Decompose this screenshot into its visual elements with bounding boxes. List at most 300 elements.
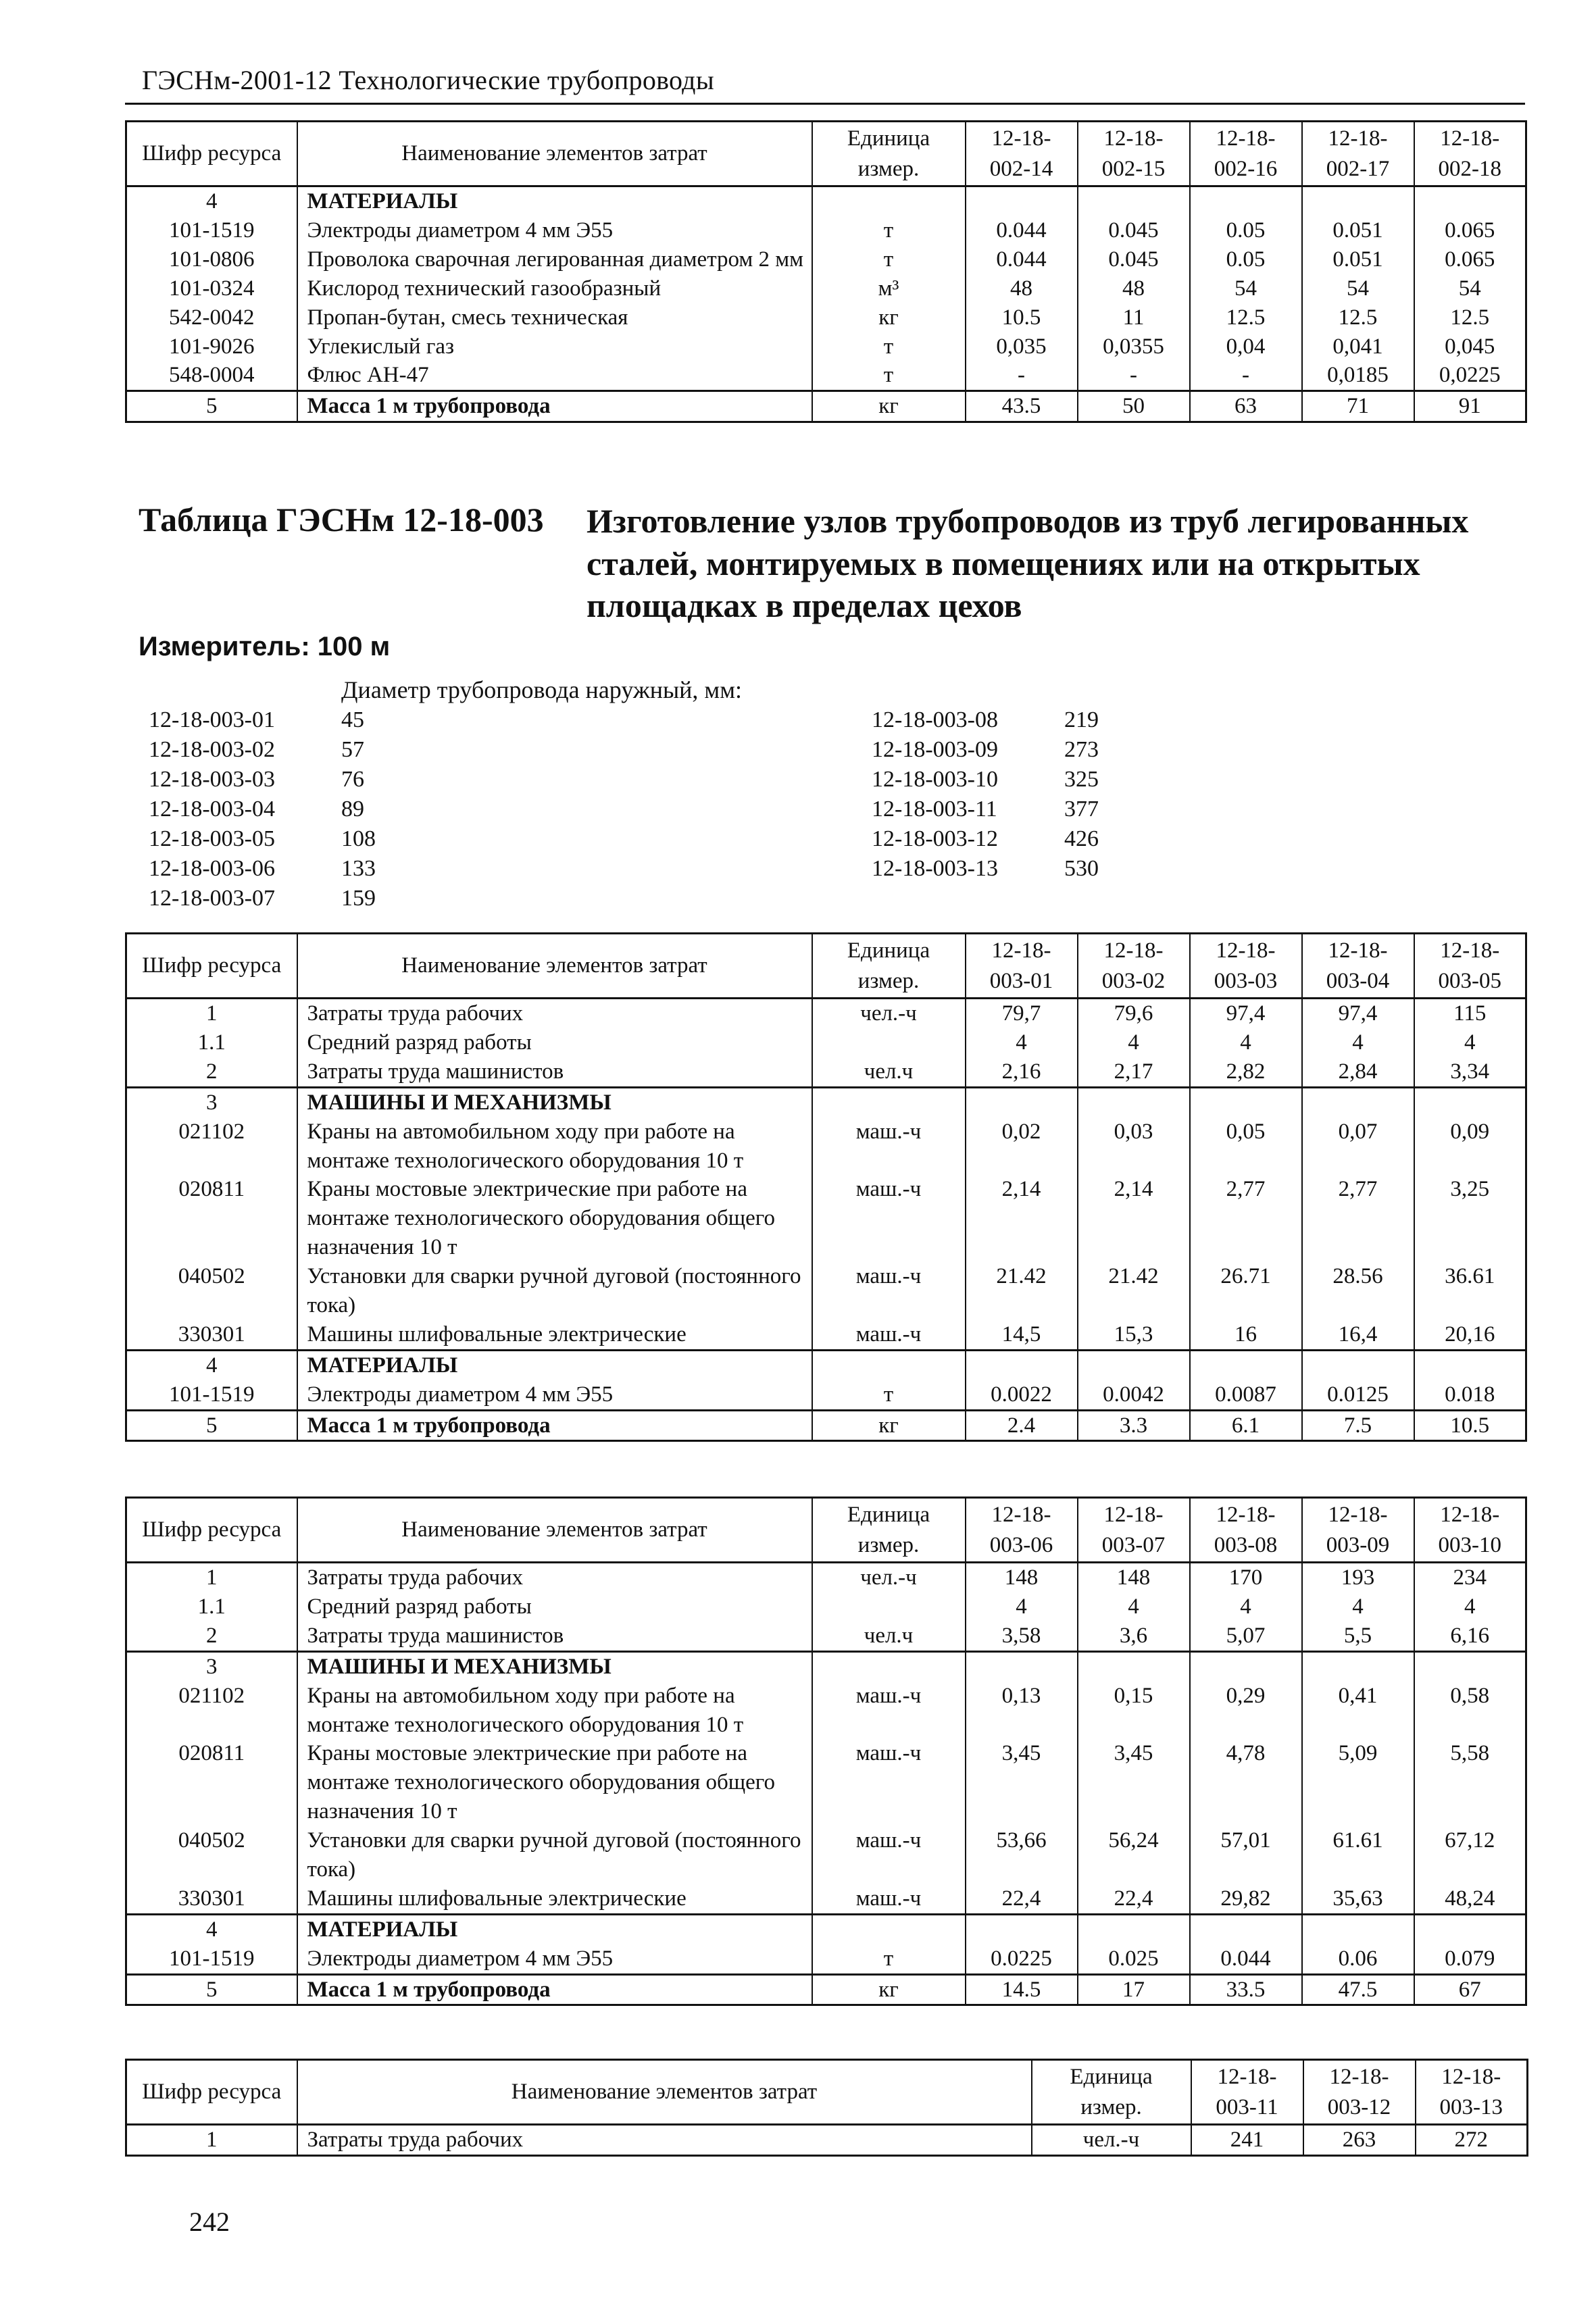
col-header-code: Шифр ресурса <box>126 934 297 999</box>
table-row <box>126 1117 1526 1176</box>
cell-code: 330301 <box>126 1884 297 1914</box>
cell-value: 28.56 <box>1302 1262 1414 1320</box>
col-header-norm: 12-18-003-07 <box>1078 1498 1190 1563</box>
cell-value: 36.61 <box>1414 1262 1526 1320</box>
cell-value: 91 <box>1414 391 1526 422</box>
cell-value: 115 <box>1414 999 1526 1028</box>
table-row <box>126 1884 1526 1914</box>
cell-value: 3,58 <box>966 1621 1078 1651</box>
cell-value: 14,5 <box>966 1320 1078 1350</box>
diameter-row <box>149 854 622 884</box>
cell-value: 5,5 <box>1302 1621 1414 1651</box>
table-row <box>126 1320 1526 1350</box>
cell-value: 67 <box>1414 1974 1526 2005</box>
cell-value: 20,16 <box>1414 1320 1526 1350</box>
cell-value: 4,78 <box>1190 1739 1302 1826</box>
cell-code: 1 <box>126 2125 297 2156</box>
cell-value: 53,66 <box>966 1826 1078 1884</box>
cell-value: 4 <box>1302 1028 1414 1057</box>
cell-value <box>1078 186 1190 216</box>
cell-value: 17 <box>1078 1974 1190 2005</box>
cell-value <box>966 1087 1078 1117</box>
cell-value: 29,82 <box>1190 1884 1302 1914</box>
cell-code: 1 <box>126 1563 297 1592</box>
cell-value: 10.5 <box>966 303 1078 332</box>
cell-value: 0,58 <box>1414 1682 1526 1740</box>
cell-code: 3 <box>126 1087 297 1117</box>
cell-value: 0,07 <box>1302 1117 1414 1176</box>
cell-value: 0,035 <box>966 332 1078 361</box>
cell-value: 0,02 <box>966 1117 1078 1176</box>
cell-value: 0,045 <box>1414 332 1526 361</box>
cell-unit <box>812 1914 966 1944</box>
cell-code: 020811 <box>126 1739 297 1826</box>
cell-value: 2,16 <box>966 1057 1078 1087</box>
cell-value: 193 <box>1302 1563 1414 1592</box>
cell-value: 170 <box>1190 1563 1302 1592</box>
cell-value: 21.42 <box>1078 1262 1190 1320</box>
cell-value: 2,14 <box>966 1175 1078 1262</box>
cell-value: 0,0185 <box>1302 361 1414 391</box>
col-header-unit: Единица измер. <box>812 934 966 999</box>
table-title: Изготовление узлов трубопроводов из труб легированных сталей, монтируемых в помещениях или на открытых площадках в пределах цехов <box>587 502 1469 624</box>
cell-name: Углекислый газ <box>297 332 812 361</box>
cell-value: 3,6 <box>1078 1621 1190 1651</box>
table-row <box>126 332 1526 361</box>
cell-value: 0.065 <box>1414 216 1526 245</box>
cell-value <box>1414 186 1526 216</box>
diameter-value: 273 <box>1064 737 1099 762</box>
col-header-norm: 12-18-003-10 <box>1414 1498 1526 1563</box>
col-header-norm: 12-18-003-13 <box>1416 2060 1528 2125</box>
cell-value: 56,24 <box>1078 1826 1190 1884</box>
table-row <box>126 2125 1528 2156</box>
cell-value: 0,0225 <box>1414 361 1526 391</box>
cell-name: Пропан-бутан, смесь техническая <box>297 303 812 332</box>
col-header-norm: 12-18-003-09 <box>1302 1498 1414 1563</box>
table-row <box>126 1410 1526 1441</box>
col-header-name: Наименование элементов затрат <box>297 122 812 186</box>
cell-value: 2.4 <box>966 1410 1078 1441</box>
cell-value: 4 <box>966 1592 1078 1621</box>
cell-value: 0.0042 <box>1078 1380 1190 1410</box>
cell-code: 542-0042 <box>126 303 297 332</box>
cell-value: 4 <box>1190 1592 1302 1621</box>
table-row <box>126 274 1526 303</box>
cell-name: МАТЕРИАЛЫ <box>297 1350 812 1380</box>
diameter-value: 530 <box>1064 856 1099 881</box>
cell-code: 101-1519 <box>126 1944 297 1974</box>
cell-value: 16 <box>1190 1320 1302 1350</box>
diameter-heading: Диаметр трубопровода наружный, мм: <box>341 676 742 703</box>
cell-code: 548-0004 <box>126 361 297 391</box>
cell-value: 14.5 <box>966 1974 1078 2005</box>
diameter-code: 12-18-003-05 <box>149 826 275 851</box>
cell-value: 0.0087 <box>1190 1380 1302 1410</box>
cell-unit <box>812 186 966 216</box>
diameter-code: 12-18-003-11 <box>872 797 997 822</box>
cell-value: 6,16 <box>1414 1621 1526 1651</box>
table-row <box>126 999 1526 1028</box>
cell-value: 2,14 <box>1078 1175 1190 1262</box>
cell-value: 0,15 <box>1078 1682 1190 1740</box>
cell-name: Краны мостовые электрические при работе на монтаже технологического оборудования общего назначения 10 т <box>297 1175 812 1262</box>
col-header-norm: 12-18-003-02 <box>1078 934 1190 999</box>
table-row <box>126 1563 1526 1592</box>
cell-value: 5,07 <box>1190 1621 1302 1651</box>
cell-value: 54 <box>1190 274 1302 303</box>
diameter-value: 325 <box>1064 767 1099 792</box>
table-row <box>126 1028 1526 1057</box>
cell-value: 2,84 <box>1302 1057 1414 1087</box>
cell-value: 0.044 <box>1190 1944 1302 1974</box>
table-row <box>126 1651 1526 1681</box>
cell-value: 3.3 <box>1078 1410 1190 1441</box>
cell-value <box>966 1350 1078 1380</box>
cell-value: 35,63 <box>1302 1884 1414 1914</box>
table-row <box>126 1944 1526 1974</box>
cell-value: 10.5 <box>1414 1410 1526 1441</box>
cell-value: 0,041 <box>1302 332 1414 361</box>
cell-value: 47.5 <box>1302 1974 1414 2005</box>
cell-name: Затраты труда рабочих <box>297 2125 1032 2156</box>
cell-value: 5,58 <box>1414 1739 1526 1826</box>
cell-name: Машины шлифовальные электрические <box>297 1320 812 1350</box>
cell-code: 021102 <box>126 1682 297 1740</box>
cell-value: 234 <box>1414 1563 1526 1592</box>
cell-value: 263 <box>1303 2125 1416 2156</box>
table-row <box>126 1262 1526 1320</box>
col-header-unit: Единица измер. <box>812 122 966 186</box>
diameter-row <box>872 795 1345 824</box>
table-top <box>125 120 1527 423</box>
cell-value: 3,45 <box>1078 1739 1190 1826</box>
cell-value: 0,05 <box>1190 1117 1302 1176</box>
diameter-row <box>872 824 1345 854</box>
table-row <box>126 1739 1526 1826</box>
cell-value: 0.045 <box>1078 216 1190 245</box>
cell-value <box>1078 1651 1190 1681</box>
diameter-value: 219 <box>1064 707 1099 732</box>
col-header-norm: 12-18-003-01 <box>966 934 1078 999</box>
cell-unit: чел.-ч <box>812 999 966 1028</box>
cell-unit: т <box>812 245 966 274</box>
table-row <box>126 1826 1526 1884</box>
cell-unit <box>812 1651 966 1681</box>
cell-name: МАШИНЫ И МЕХАНИЗМЫ <box>297 1651 812 1681</box>
cell-value: 0,13 <box>966 1682 1078 1740</box>
diameter-code: 12-18-003-03 <box>149 767 275 792</box>
col-header-code: Шифр ресурса <box>126 2060 297 2125</box>
cell-value: 50 <box>1078 391 1190 422</box>
cell-code: 5 <box>126 1974 297 2005</box>
diameter-value: 108 <box>341 826 376 851</box>
cell-name: Краны на автомобильном ходу при работе на монтаже технологического оборудования 10 т <box>297 1117 812 1176</box>
cell-value: 0.0225 <box>966 1944 1078 1974</box>
cell-code: 1 <box>126 999 297 1028</box>
cell-value: 22,4 <box>966 1884 1078 1914</box>
cell-name: Краны на автомобильном ходу при работе на монтаже технологического оборудования 10 т <box>297 1682 812 1740</box>
cell-value: - <box>1078 361 1190 391</box>
cell-value: 11 <box>1078 303 1190 332</box>
table-row <box>126 1380 1526 1410</box>
cell-code: 101-9026 <box>126 332 297 361</box>
cell-value <box>1414 1087 1526 1117</box>
cell-unit: маш.-ч <box>812 1826 966 1884</box>
col-header-norm: 12-18-002-16 <box>1190 122 1302 186</box>
cell-code: 4 <box>126 1914 297 1944</box>
cell-unit <box>812 1087 966 1117</box>
col-header-norm: 12-18-002-17 <box>1302 122 1414 186</box>
diameter-value: 159 <box>341 886 376 911</box>
cell-value: 148 <box>1078 1563 1190 1592</box>
cell-unit: кг <box>812 1974 966 2005</box>
cell-name: МАТЕРИАЛЫ <box>297 1914 812 1944</box>
col-header-norm: 12-18-002-18 <box>1414 122 1526 186</box>
cell-value <box>1302 1350 1414 1380</box>
cell-unit <box>812 1592 966 1621</box>
col-header-norm: 12-18-002-14 <box>966 122 1078 186</box>
cell-value <box>1078 1087 1190 1117</box>
diameter-row <box>872 735 1345 765</box>
cell-value: 272 <box>1416 2125 1528 2156</box>
cell-value: 0.018 <box>1414 1380 1526 1410</box>
col-header-name: Наименование элементов затрат <box>297 934 812 999</box>
cell-value: 3,45 <box>966 1739 1078 1826</box>
cell-code: 330301 <box>126 1320 297 1350</box>
diameter-row <box>149 765 622 795</box>
cell-name: Затраты труда машинистов <box>297 1621 812 1651</box>
cell-value: 12.5 <box>1302 303 1414 332</box>
diameter-code: 12-18-003-02 <box>149 737 275 762</box>
cell-value: 7.5 <box>1302 1410 1414 1441</box>
cell-value: 22,4 <box>1078 1884 1190 1914</box>
cell-name: Электроды диаметром 4 мм Э55 <box>297 216 812 245</box>
cell-value: 48,24 <box>1414 1884 1526 1914</box>
cell-value: 54 <box>1302 274 1414 303</box>
cell-name: Средний разряд работы <box>297 1592 812 1621</box>
cell-unit: т <box>812 1380 966 1410</box>
cell-unit: маш.-ч <box>812 1682 966 1740</box>
cell-value <box>1190 1350 1302 1380</box>
col-header-norm: 12-18-003-11 <box>1191 2060 1303 2125</box>
cell-value: 63 <box>1190 391 1302 422</box>
cell-value: 21.42 <box>966 1262 1078 1320</box>
cell-code: 2 <box>126 1621 297 1651</box>
col-header-norm: 12-18-003-06 <box>966 1498 1078 1563</box>
diameter-list-right <box>872 705 1345 884</box>
cell-value: 61.61 <box>1302 1826 1414 1884</box>
cell-value: 5,09 <box>1302 1739 1414 1826</box>
cell-value: 0,04 <box>1190 332 1302 361</box>
table-row <box>126 1682 1526 1740</box>
cell-name: Электроды диаметром 4 мм Э55 <box>297 1380 812 1410</box>
cell-unit: кг <box>812 1410 966 1441</box>
col-header-name: Наименование элементов затрат <box>297 2060 1032 2125</box>
cell-name: Затраты труда машинистов <box>297 1057 812 1087</box>
diameter-row <box>149 795 622 824</box>
cell-value: 241 <box>1191 2125 1303 2156</box>
cell-value: 97,4 <box>1302 999 1414 1028</box>
cell-unit: маш.-ч <box>812 1739 966 1826</box>
diameter-value: 426 <box>1064 826 1099 851</box>
diameter-value: 76 <box>341 767 364 792</box>
cell-value: 0.044 <box>966 245 1078 274</box>
table-row <box>126 1087 1526 1117</box>
diameter-row <box>872 854 1345 884</box>
cell-name: МАТЕРИАЛЫ <box>297 186 812 216</box>
cell-value: 12.5 <box>1414 303 1526 332</box>
table-number: Таблица ГЭСНм 12-18-003 <box>139 501 544 538</box>
cell-value: 79,7 <box>966 999 1078 1028</box>
col-header-norm: 12-18-003-04 <box>1302 934 1414 999</box>
table-c <box>125 2059 1528 2157</box>
cell-value <box>966 186 1078 216</box>
cell-unit: чел.ч <box>812 1621 966 1651</box>
col-header-norm: 12-18-003-08 <box>1190 1498 1302 1563</box>
cell-unit: чел.-ч <box>812 1563 966 1592</box>
cell-code: 021102 <box>126 1117 297 1176</box>
diameter-code: 12-18-003-09 <box>872 737 998 762</box>
diameter-code: 12-18-003-10 <box>872 767 998 792</box>
cell-code: 101-0806 <box>126 245 297 274</box>
cell-value: 67,12 <box>1414 1826 1526 1884</box>
diameter-value: 377 <box>1064 797 1099 822</box>
table-row <box>126 1621 1526 1651</box>
cell-value: 0.065 <box>1414 245 1526 274</box>
cell-value: 4 <box>966 1028 1078 1057</box>
diameter-code: 12-18-003-13 <box>872 856 998 881</box>
cell-value <box>1302 1087 1414 1117</box>
col-header-norm: 12-18-003-12 <box>1303 2060 1416 2125</box>
col-header-unit: Единица измер. <box>1032 2060 1191 2125</box>
page-number: 242 <box>189 2207 230 2237</box>
cell-value: 0,09 <box>1414 1117 1526 1176</box>
cell-value: 2,77 <box>1302 1175 1414 1262</box>
cell-value: 15,3 <box>1078 1320 1190 1350</box>
cell-value: 4 <box>1078 1592 1190 1621</box>
cell-name: Машины шлифовальные электрические <box>297 1884 812 1914</box>
cell-name: Затраты труда рабочих <box>297 999 812 1028</box>
cell-value <box>1190 1914 1302 1944</box>
diameter-row <box>149 705 622 735</box>
cell-value: 0.05 <box>1190 245 1302 274</box>
cell-name: Затраты труда рабочих <box>297 1563 812 1592</box>
cell-unit: т <box>812 332 966 361</box>
cell-value <box>1414 1651 1526 1681</box>
cell-code: 4 <box>126 186 297 216</box>
diameter-list-left <box>149 705 622 913</box>
table-row <box>126 361 1526 391</box>
cell-value: 2,17 <box>1078 1057 1190 1087</box>
table-row <box>126 303 1526 332</box>
cell-value: 148 <box>966 1563 1078 1592</box>
cell-value: 0.044 <box>966 216 1078 245</box>
cell-unit: маш.-ч <box>812 1175 966 1262</box>
table-row <box>126 186 1526 216</box>
measure-unit: Измеритель: 100 м <box>139 632 391 661</box>
cell-name: Установки для сварки ручной дуговой (постоянного тока) <box>297 1826 812 1884</box>
cell-value: 16,4 <box>1302 1320 1414 1350</box>
cell-value: 57,01 <box>1190 1826 1302 1884</box>
table-row <box>126 216 1526 245</box>
cell-unit: маш.-ч <box>812 1320 966 1350</box>
cell-value: 48 <box>966 274 1078 303</box>
table-row <box>126 245 1526 274</box>
cell-value: 79,6 <box>1078 999 1190 1028</box>
table-row <box>126 1974 1526 2005</box>
cell-value: 26.71 <box>1190 1262 1302 1320</box>
cell-name: Установки для сварки ручной дуговой (постоянного тока) <box>297 1262 812 1320</box>
cell-value <box>1302 1914 1414 1944</box>
cell-unit: маш.-ч <box>812 1884 966 1914</box>
diameter-value: 133 <box>341 856 376 881</box>
diameter-value: 57 <box>341 737 364 762</box>
cell-name: Электроды диаметром 4 мм Э55 <box>297 1944 812 1974</box>
cell-code: 101-0324 <box>126 274 297 303</box>
running-header: ГЭСНм-2001-12 Технологические трубопроводы <box>142 65 715 95</box>
cell-unit: т <box>812 361 966 391</box>
col-header-code: Шифр ресурса <box>126 122 297 186</box>
table-row <box>126 1350 1526 1380</box>
cell-value: 0.05 <box>1190 216 1302 245</box>
cell-code: 020811 <box>126 1175 297 1262</box>
cell-value <box>1414 1350 1526 1380</box>
cell-code: 040502 <box>126 1262 297 1320</box>
col-header-unit: Единица измер. <box>812 1498 966 1563</box>
col-header-norm: 12-18-002-15 <box>1078 122 1190 186</box>
cell-value: 0.025 <box>1078 1944 1190 1974</box>
cell-value: 4 <box>1078 1028 1190 1057</box>
header-rule <box>125 103 1525 105</box>
cell-code: 101-1519 <box>126 216 297 245</box>
cell-value: 43.5 <box>966 391 1078 422</box>
diameter-code: 12-18-003-06 <box>149 856 275 881</box>
cell-value: 71 <box>1302 391 1414 422</box>
table-row <box>126 391 1526 422</box>
cell-value: 48 <box>1078 274 1190 303</box>
cell-code: 040502 <box>126 1826 297 1884</box>
cell-value: 33.5 <box>1190 1974 1302 2005</box>
cell-name: Масса 1 м трубопровода <box>297 1410 812 1441</box>
cell-code: 3 <box>126 1651 297 1681</box>
cell-unit: маш.-ч <box>812 1262 966 1320</box>
col-header-norm: 12-18-003-05 <box>1414 934 1526 999</box>
diameter-code: 12-18-003-01 <box>149 707 275 732</box>
diameter-row <box>872 765 1345 795</box>
cell-code: 1.1 <box>126 1592 297 1621</box>
cell-value: 2,77 <box>1190 1175 1302 1262</box>
cell-value: 0.045 <box>1078 245 1190 274</box>
table-b <box>125 1496 1527 2006</box>
diameter-row <box>149 735 622 765</box>
cell-unit: т <box>812 1944 966 1974</box>
cell-code: 5 <box>126 1410 297 1441</box>
cell-value <box>1302 186 1414 216</box>
cell-value: 12.5 <box>1190 303 1302 332</box>
diameter-code: 12-18-003-08 <box>872 707 998 732</box>
cell-name: Средний разряд работы <box>297 1028 812 1057</box>
cell-unit <box>812 1350 966 1380</box>
diameter-row <box>872 705 1345 735</box>
cell-value: 6.1 <box>1190 1410 1302 1441</box>
cell-unit: кг <box>812 391 966 422</box>
cell-name: Кислород технический газообразный <box>297 274 812 303</box>
cell-value: 97,4 <box>1190 999 1302 1028</box>
cell-unit: чел.-ч <box>1032 2125 1191 2156</box>
cell-name: Проволока сварочная легированная диаметром 2 мм <box>297 245 812 274</box>
cell-code: 101-1519 <box>126 1380 297 1410</box>
